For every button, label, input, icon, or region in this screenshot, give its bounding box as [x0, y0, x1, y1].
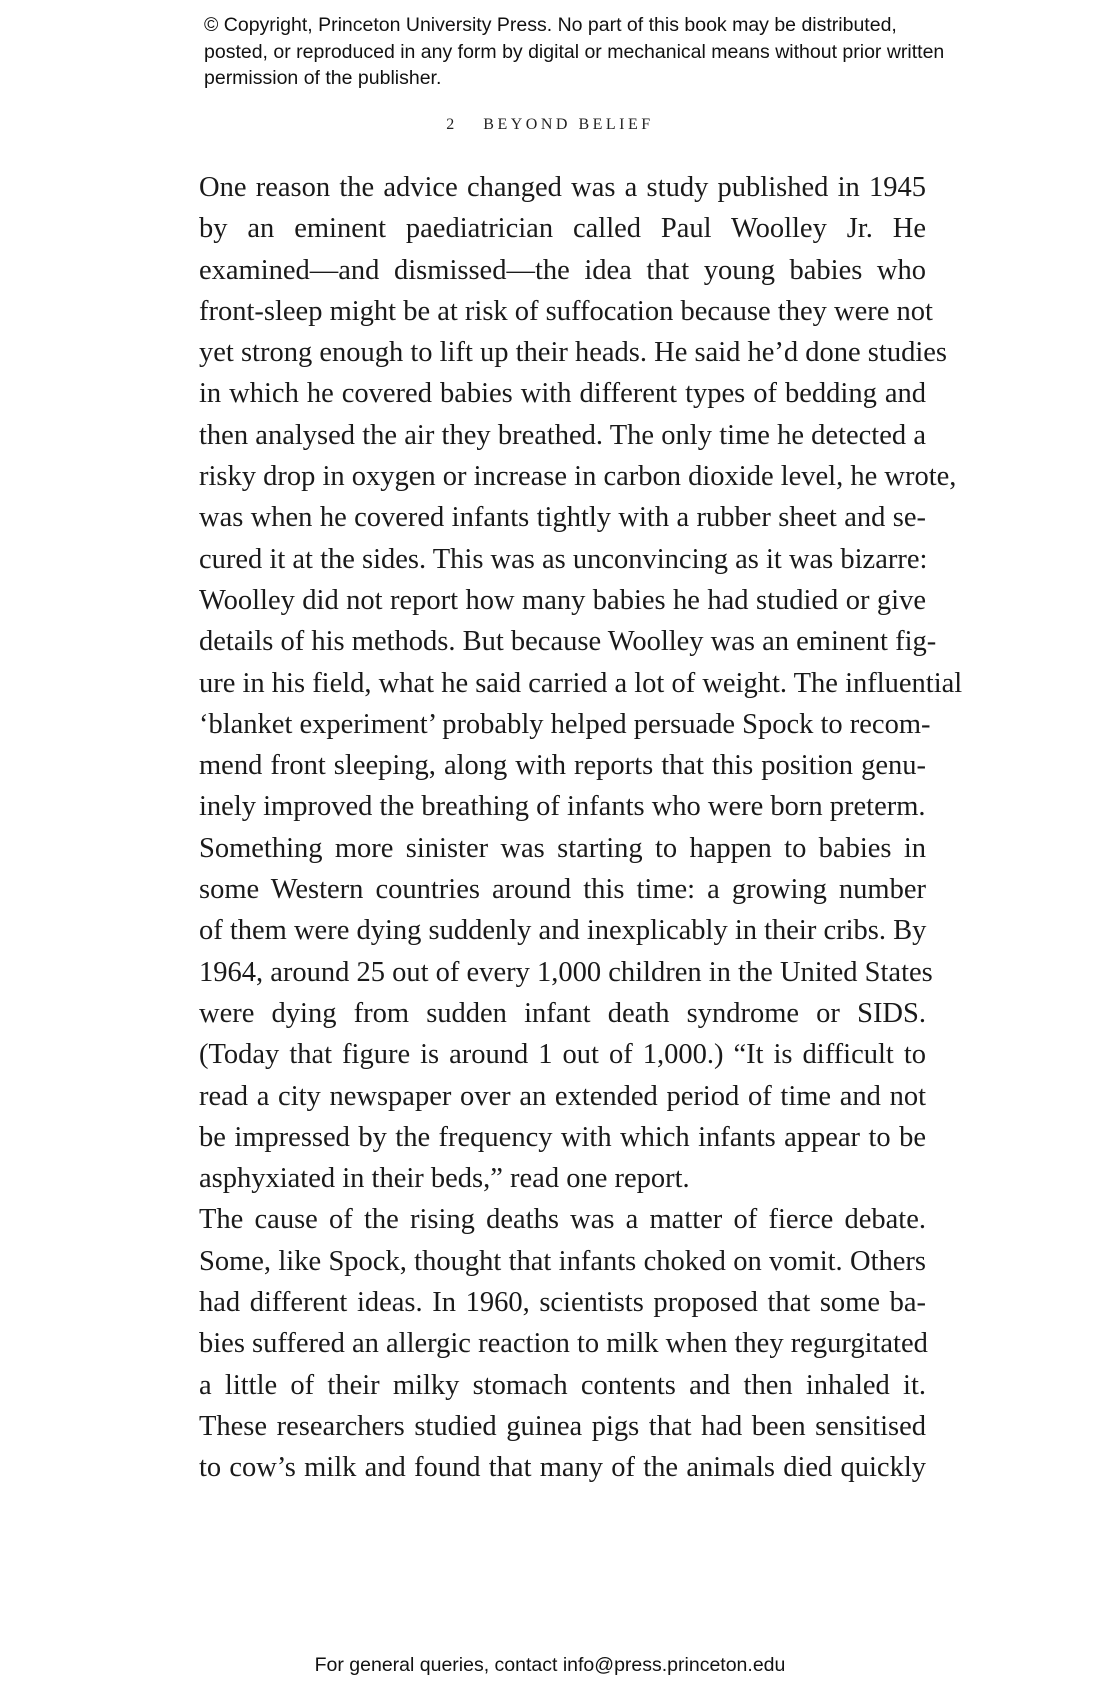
text-line: The cause of the rising deaths was a matter of fierce debate. [199, 1204, 926, 1236]
text-line: One reason the advice changed was a study published in 1945 [199, 172, 926, 203]
text-line: Woolley did not report how many babies he had studied or give [199, 584, 926, 616]
copyright-notice: © Copyright, Princeton University Press. No part of this book may be distributed, posted, or reproduced in any form by digital or mechanical means without prior written permission of the publisher. [204, 14, 945, 89]
paragraph [166, 167, 963, 828]
text-line: risky drop in oxygen or increase in carbon dioxide level, he wrote, [199, 461, 957, 493]
text-line: was when he covered infants tightly with a rubber sheet and se- [199, 502, 926, 534]
footer-contact: For general queries, contact info@press.princeton.edu [314, 1654, 786, 1676]
text-line: to cow’s milk and found that many of the animals died quickly [199, 1452, 926, 1484]
text-line: inely improved the breathing of infants who were born preterm. [199, 791, 926, 823]
text-line: Some, like Spock, thought that infants choked on vomit. Others [199, 1245, 926, 1277]
text-line: read a city newspaper over an extended period of time and not [199, 1080, 926, 1112]
text-line: ‘blanket experiment’ probably helped persuade Spock to recom- [199, 708, 931, 740]
text-line: be impressed by the frequency with which infants appear to be [199, 1121, 926, 1153]
text-line: details of his methods. But because Woolley was an eminent fig- [199, 626, 937, 658]
page-number: 2 [446, 116, 458, 133]
text-line: These researchers studied guinea pigs that had been sensitised [199, 1410, 926, 1442]
text-line: then analysed the air they breathed. The only time he detected a [199, 419, 926, 451]
text-line: of them were dying suddenly and inexplicably in their cribs. By [199, 915, 927, 947]
text-line: mend front sleeping, along with reports that this position genu- [199, 750, 926, 782]
text-line: examined—and dismissed—the idea that young babies who [199, 254, 926, 286]
text-line: ure in his field, what he said carried a lot of weight. The influential [199, 667, 963, 699]
book-title: BEYOND BELIEF [483, 116, 654, 133]
text-line: front-sleep might be at risk of suffocation because they were not [199, 295, 933, 327]
body-text [166, 167, 963, 1489]
text-line: had different ideas. In 1960, scientists proposed that some ba- [199, 1287, 926, 1319]
text-line: were dying from sudden infant death syndrome or SIDS. [199, 997, 926, 1029]
text-line: in which he covered babies with different types of bedding and [199, 378, 926, 410]
text-line: 1964, around 25 out of every 1,000 children in the United States [199, 956, 933, 988]
text-line: cured it at the sides. This was as unconvincing as it was bizarre: [199, 543, 928, 575]
text-line: (Today that figure is around 1 out of 1,000.) “It is difficult to [199, 1039, 926, 1071]
paragraph [166, 1199, 926, 1488]
text-line: a little of their milky stomach contents and then inhaled it. [199, 1369, 926, 1401]
text-line: Something more sinister was starting to happen to babies in [199, 832, 926, 864]
running-head [0, 116, 1100, 134]
text-line: by an eminent paediatrician called Paul Woolley Jr. He [199, 213, 926, 245]
text-line: some Western countries around this time: a growing number [199, 874, 926, 906]
text-line: bies suffered an allergic reaction to milk when they regurgitated [199, 1328, 928, 1360]
text-line: yet strong enough to lift up their heads. He said he’d done studies [199, 337, 947, 369]
paragraph [166, 828, 933, 1200]
text-line: asphyxiated in their beds,” read one report. [199, 1163, 690, 1195]
